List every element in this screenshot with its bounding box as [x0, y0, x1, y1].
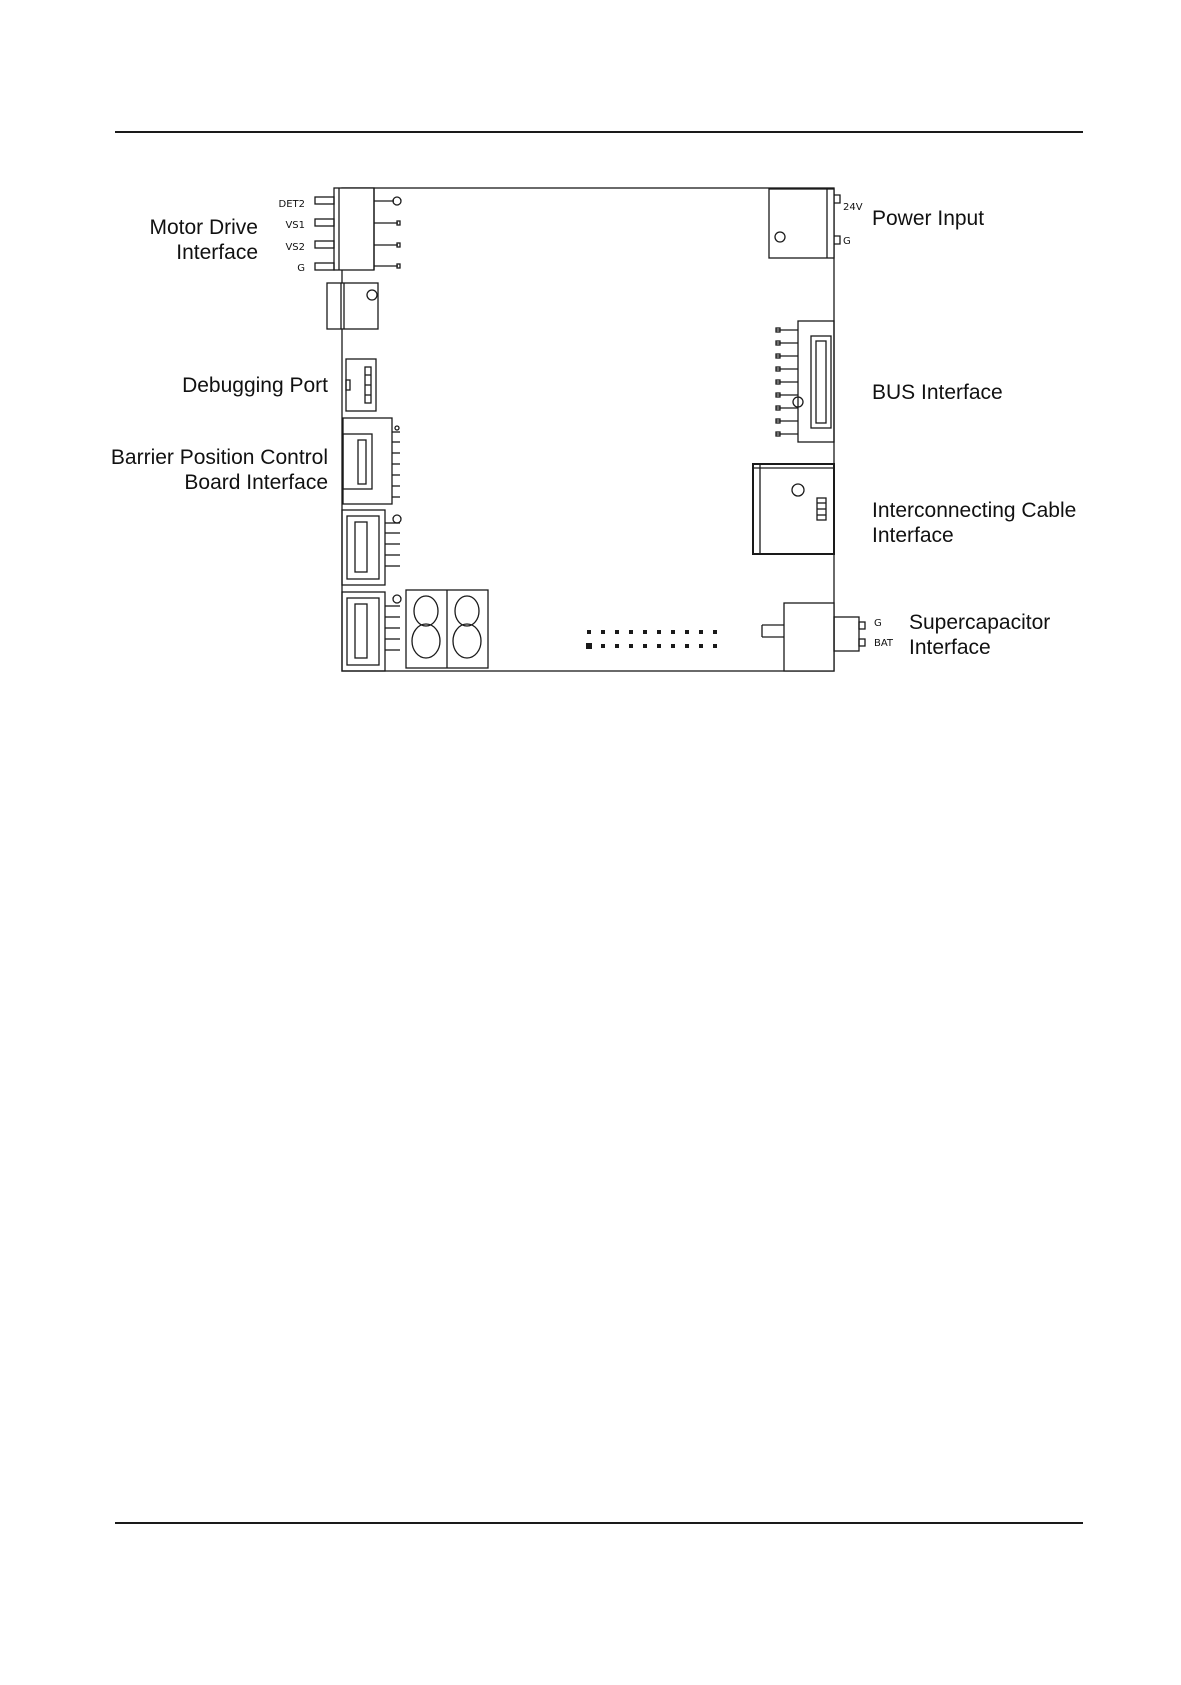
supercapacitor-label-line-1: Supercapacitor: [909, 611, 1051, 634]
lower-connector-1: [342, 510, 401, 585]
barrier-connector: [343, 418, 400, 504]
debugging-port-connector: [346, 359, 376, 411]
lower-connector-2: [342, 592, 401, 671]
pin-label-g-motor: G: [297, 263, 305, 274]
pin-label-24v: 24V: [843, 202, 863, 213]
pin-label-bat: BAT: [874, 638, 894, 649]
supercapacitor-connector: [762, 603, 865, 671]
debugging-port-label: Debugging Port: [182, 374, 328, 397]
power-input-label: Power Input: [872, 207, 985, 230]
barrier-label-line-2: Board Interface: [184, 471, 328, 494]
barrier-label-line-1: Barrier Position Control: [110, 446, 328, 469]
seven-segment-display: [406, 590, 488, 668]
bus-interface-label: BUS Interface: [872, 381, 1003, 404]
pin-label-vs1: VS1: [285, 220, 305, 231]
supercapacitor-label-line-2: Interface: [909, 636, 991, 659]
pin-label-g-power: G: [843, 236, 851, 247]
barrier-position-interface-label: [111, 445, 328, 495]
interconnecting-cable-interface-label: [872, 498, 1076, 548]
supercapacitor-interface-label: [909, 610, 1050, 660]
interconnecting-cable-connector: [753, 464, 834, 554]
pin-label-det2: DET2: [278, 199, 305, 210]
motor-drive-label-line-1: Motor Drive: [149, 216, 258, 239]
bus-interface-connector: [776, 321, 834, 442]
interconnecting-label-line-1: Interconnecting Cable: [872, 499, 1077, 522]
interconnecting-label-line-2: Interface: [872, 524, 954, 547]
motor-drive-label-line-2: Interface: [176, 241, 258, 264]
power-input-connector: [769, 189, 840, 258]
pin-label-g-supercap: G: [874, 618, 882, 629]
pin-header: [586, 630, 717, 649]
board-outline: [342, 188, 834, 671]
motor-drive-connector: [315, 188, 401, 270]
motor-drive-interface-label: [149, 215, 258, 265]
pin-label-vs2: VS2: [285, 242, 305, 253]
relay-block: [327, 283, 378, 329]
